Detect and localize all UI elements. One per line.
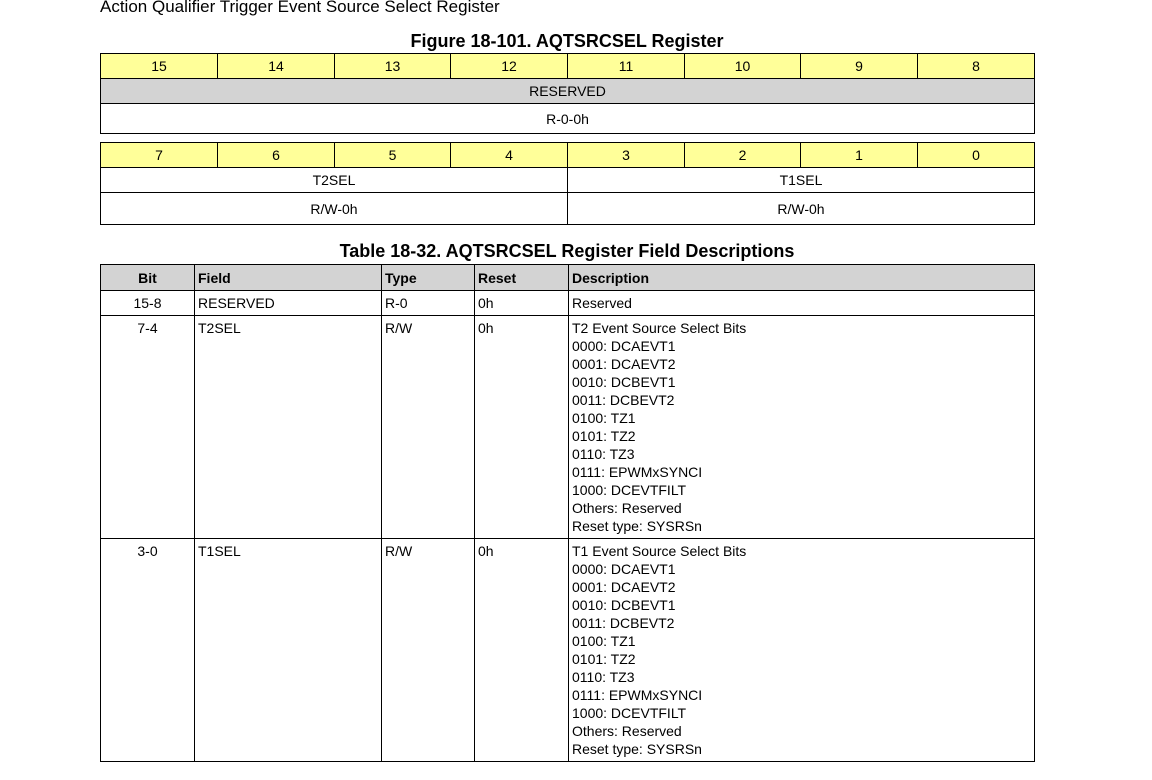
table-caption: Table 18-32. AQTSRCSEL Register Field Descriptions xyxy=(339,241,795,261)
bit-number: 1 xyxy=(801,143,918,168)
description-line: 0000: DCAEVT1 xyxy=(572,338,676,354)
description-line: Reset type: SYSRSn xyxy=(572,518,702,534)
description-line: 1000: DCEVTFILT xyxy=(572,705,687,721)
description-line: 0011: DCBEVT2 xyxy=(572,615,675,631)
bit-number: 12 xyxy=(451,54,568,79)
description-line: 0100: TZ1 xyxy=(572,410,636,426)
description-line: T2 Event Source Select Bits xyxy=(572,320,747,336)
description-line: 1000: DCEVTFILT xyxy=(572,482,687,498)
description-line: 0010: DCBEVT1 xyxy=(572,597,676,613)
bit-number: 3 xyxy=(568,143,685,168)
cell-bit: 7-4 xyxy=(101,316,195,539)
description-line: Others: Reserved xyxy=(572,723,682,739)
cell-description xyxy=(569,291,1035,316)
bit-number: 7 xyxy=(101,143,218,168)
description-line: 0101: TZ2 xyxy=(572,651,636,667)
upper-access-row xyxy=(101,104,1035,134)
description-line: 0010: DCBEVT1 xyxy=(572,374,676,390)
description-line: 0101: TZ2 xyxy=(572,428,636,444)
figure-caption: Figure 18-101. AQTSRCSEL Register xyxy=(410,31,724,51)
header-description: Description xyxy=(569,265,1035,291)
header-field: Field xyxy=(195,265,382,291)
cell-description xyxy=(569,316,1035,539)
cell-field: T2SEL xyxy=(195,316,382,539)
description-line: 0001: DCAEVT2 xyxy=(572,356,676,372)
reserved-access: R-0-0h xyxy=(101,104,1035,134)
bit-number: 0 xyxy=(918,143,1035,168)
field-descriptions-table xyxy=(100,264,1035,762)
bit-number: 4 xyxy=(451,143,568,168)
description-line: 0100: TZ1 xyxy=(572,633,636,649)
cell-description xyxy=(569,539,1035,762)
description-line: 0011: DCBEVT2 xyxy=(572,392,675,408)
header-reset: Reset xyxy=(475,265,569,291)
cell-bit: 3-0 xyxy=(101,539,195,762)
cell-reset: 0h xyxy=(475,539,569,762)
lower-bit-numbers-row xyxy=(101,143,1035,168)
bit-number: 2 xyxy=(685,143,801,168)
lower-access-row xyxy=(101,193,1035,225)
figure-spacer xyxy=(101,134,1035,143)
cell-reset: 0h xyxy=(475,316,569,539)
lower-field-row xyxy=(101,168,1035,193)
bit-number: 5 xyxy=(335,143,451,168)
cell-reset: 0h xyxy=(475,291,569,316)
cell-type: R/W xyxy=(382,316,475,539)
upper-field-row xyxy=(101,79,1035,104)
t1sel-access: R/W-0h xyxy=(568,193,1035,225)
description-line: T1 Event Source Select Bits xyxy=(572,543,747,559)
bit-number: 6 xyxy=(218,143,335,168)
bit-number: 8 xyxy=(918,54,1035,79)
description-line: 0110: TZ3 xyxy=(572,669,635,685)
bit-number: 11 xyxy=(568,54,685,79)
cell-bit: 15-8 xyxy=(101,291,195,316)
cell-field: T1SEL xyxy=(195,539,382,762)
description-line: 0000: DCAEVT1 xyxy=(572,561,676,577)
description-line: Reserved xyxy=(572,295,632,311)
bit-number: 15 xyxy=(101,54,218,79)
description-line: 0110: TZ3 xyxy=(572,446,635,462)
upper-bit-numbers-row xyxy=(101,54,1035,79)
bit-number: 14 xyxy=(218,54,335,79)
register-figure xyxy=(100,53,1035,225)
t1sel-field: T1SEL xyxy=(568,168,1035,193)
table-row xyxy=(101,316,1035,539)
t2sel-field: T2SEL xyxy=(101,168,568,193)
header-type: Type xyxy=(382,265,475,291)
header-bit: Bit xyxy=(101,265,195,291)
description-line: 0111: EPWMxSYNCI xyxy=(572,464,703,480)
table-header-row xyxy=(101,265,1035,291)
bit-number: 13 xyxy=(335,54,451,79)
reserved-field: RESERVED xyxy=(101,79,1035,104)
cell-field: RESERVED xyxy=(195,291,382,316)
bit-number: 10 xyxy=(685,54,801,79)
bit-number: 9 xyxy=(801,54,918,79)
t2sel-access: R/W-0h xyxy=(101,193,568,225)
description-line: 0111: EPWMxSYNCI xyxy=(572,687,703,703)
section-title: Action Qualifier Trigger Event Source Select Register xyxy=(100,0,500,16)
description-line: 0001: DCAEVT2 xyxy=(572,579,676,595)
description-line: Others: Reserved xyxy=(572,500,682,516)
table-row xyxy=(101,291,1035,316)
table-row xyxy=(101,539,1035,762)
description-line: Reset type: SYSRSn xyxy=(572,741,702,757)
cell-type: R/W xyxy=(382,539,475,762)
cell-type: R-0 xyxy=(382,291,475,316)
